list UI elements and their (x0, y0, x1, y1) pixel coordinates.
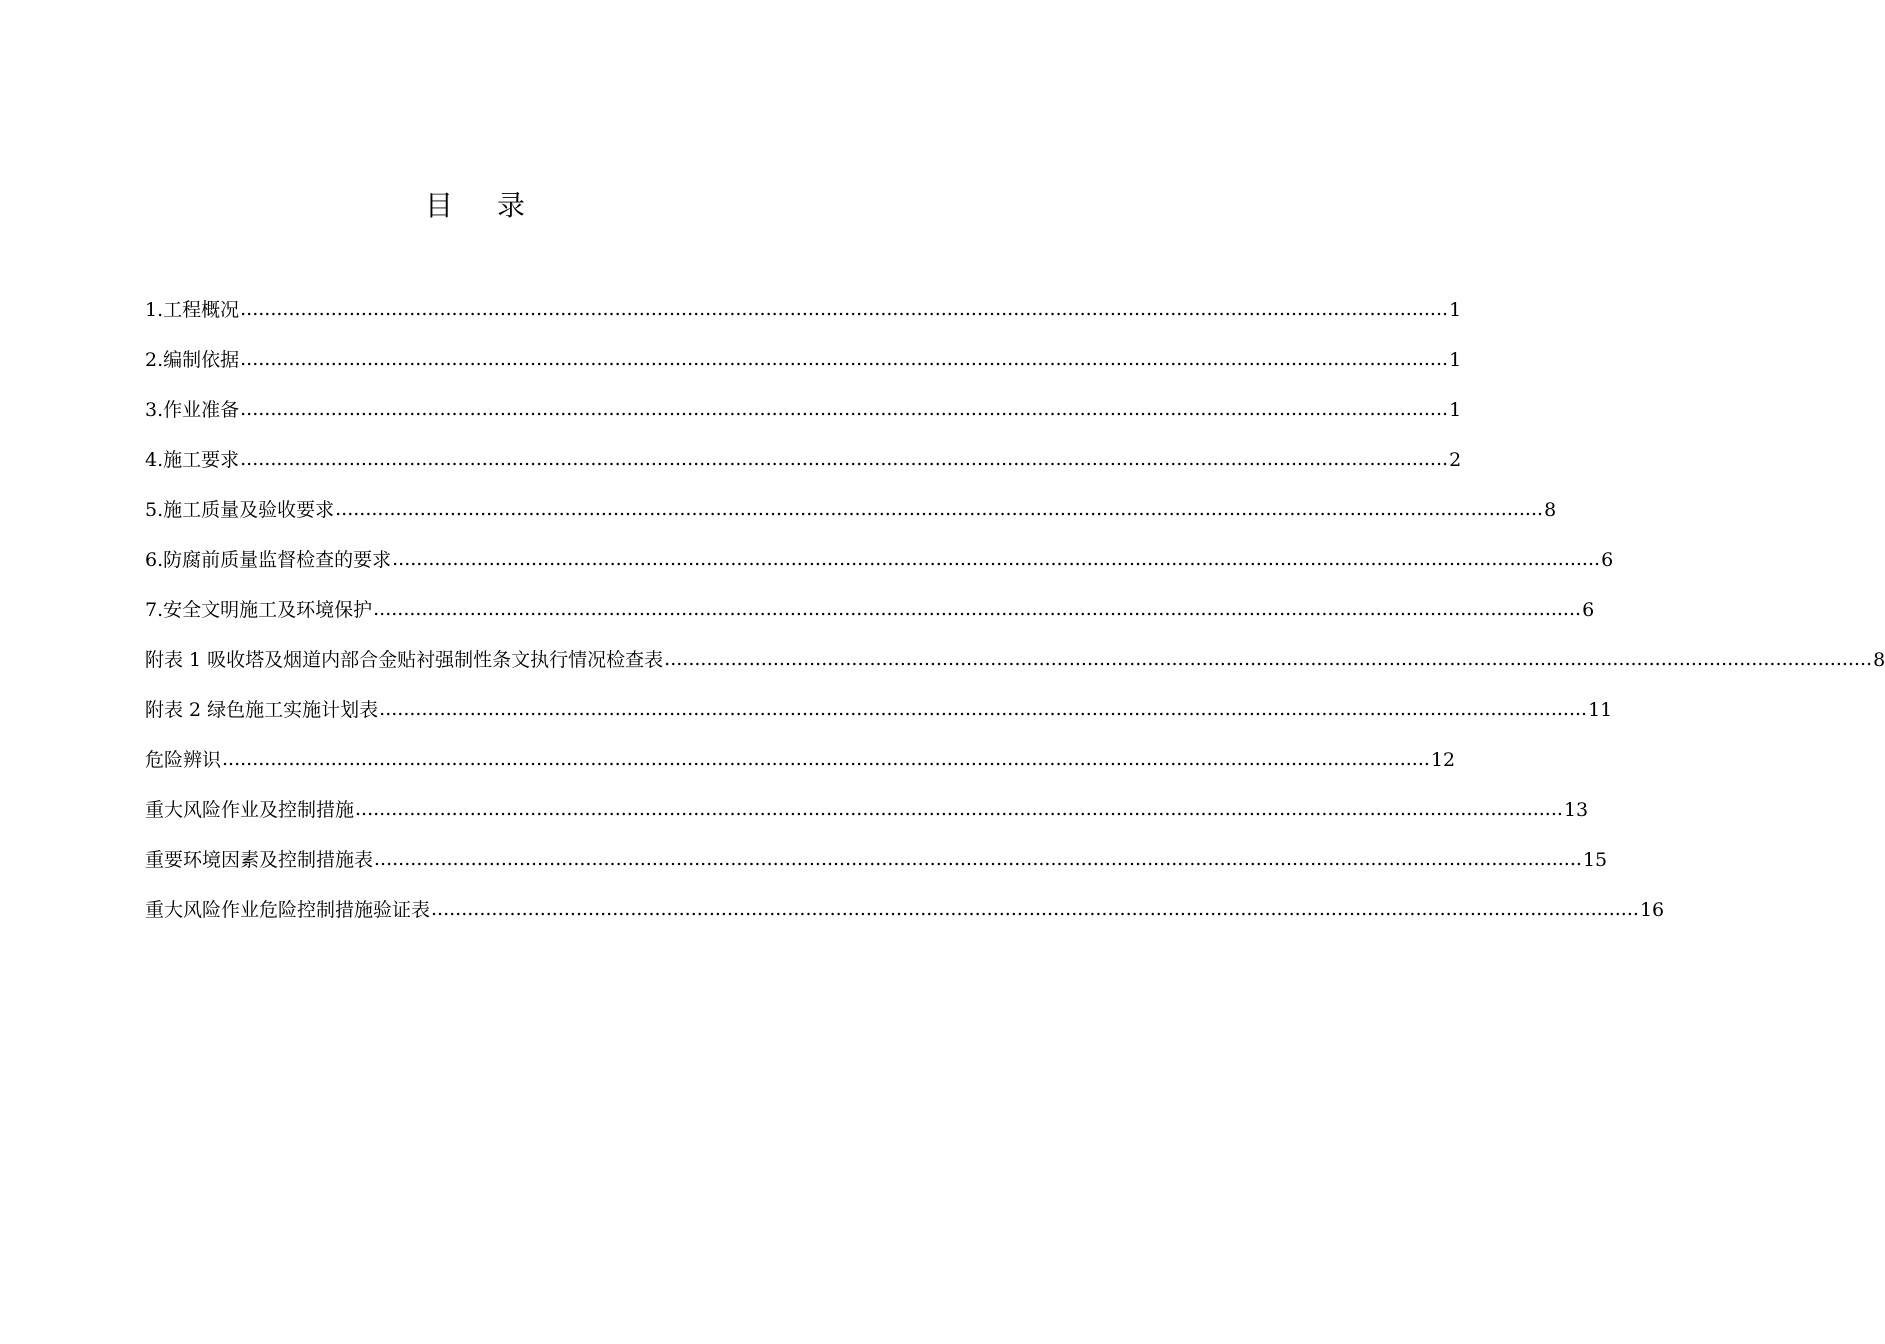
toc-entry-6[interactable] (145, 542, 1614, 592)
toc-leader-dots: ........................................................................................................................................................................................................ (240, 398, 1449, 420)
table-of-contents (145, 292, 1885, 942)
toc-entry-4[interactable] (145, 442, 1462, 492)
toc-entry-page: 1 (1449, 299, 1462, 321)
toc-title-char-2: 录 (497, 189, 526, 222)
toc-entry-13[interactable] (145, 892, 1665, 942)
toc-entry-10[interactable] (145, 742, 1456, 792)
toc-entry-page: 13 (1563, 799, 1589, 821)
toc-entry-page: 6 (1601, 549, 1614, 571)
toc-leader-dots: ........................................................................................................................................................................................................ (335, 498, 1544, 520)
toc-entry-label: 1.工程概况 (145, 299, 240, 321)
toc-leader-dots: ........................................................................................................................................................................................................ (240, 298, 1449, 320)
toc-leader-dots: ........................................................................................................................................................................................................ (355, 798, 1563, 820)
toc-entry-page: 1 (1449, 349, 1462, 371)
toc-entry-label: 2.编制依据 (145, 349, 240, 371)
toc-leader-dots: ........................................................................................................................................................................................................ (379, 698, 1588, 720)
toc-leader-dots: ........................................................................................................................................................................................................ (392, 548, 1601, 570)
toc-leader-dots: ........................................................................................................................................................................................................ (431, 898, 1639, 920)
toc-entry-page: 15 (1582, 849, 1608, 871)
toc-entry-label: 附表 2 绿色施工实施计划表 (145, 699, 379, 721)
toc-leader-dots: ........................................................................................................................................................................................................ (374, 848, 1582, 870)
toc-leader-dots: ........................................................................................................................................................................................................ (240, 448, 1449, 470)
toc-entry-page: 8 (1873, 649, 1885, 671)
toc-entry-label: 危险辨识 (145, 749, 222, 771)
toc-leader-dots: ........................................................................................................................................................................................................ (664, 648, 1873, 670)
toc-entry-page: 8 (1544, 499, 1557, 521)
toc-entry-label: 4.施工要求 (145, 449, 240, 471)
toc-entry-label: 3.作业准备 (145, 399, 240, 421)
toc-entry-12[interactable] (145, 842, 1608, 892)
toc-entry-page: 2 (1449, 449, 1462, 471)
toc-entry-7[interactable] (145, 592, 1595, 642)
toc-title (0, 186, 950, 226)
toc-entry-label: 重要环境因素及控制措施表 (145, 849, 374, 871)
toc-entry-page: 16 (1639, 899, 1665, 921)
toc-entry-label: 重大风险作业危险控制措施验证表 (145, 899, 431, 921)
toc-entry-label: 重大风险作业及控制措施 (145, 799, 355, 821)
toc-entry-label: 6.防腐前质量监督检查的要求 (145, 549, 392, 571)
toc-leader-dots: ........................................................................................................................................................................................................ (240, 348, 1449, 370)
toc-entry-2[interactable] (145, 342, 1462, 392)
toc-entry-label: 附表 1 吸收塔及烟道内部合金贴衬强制性条文执行情况检查表 (145, 649, 664, 671)
toc-title-char-1: 目 (424, 189, 453, 222)
toc-entry-9[interactable] (145, 692, 1613, 742)
toc-entry-3[interactable] (145, 392, 1462, 442)
toc-entry-5[interactable] (145, 492, 1557, 542)
toc-entry-1[interactable] (145, 292, 1462, 342)
toc-leader-dots: ........................................................................................................................................................................................................ (222, 748, 1430, 770)
toc-entry-page: 11 (1588, 699, 1613, 721)
toc-entry-page: 1 (1449, 399, 1462, 421)
toc-entry-page: 6 (1582, 599, 1595, 621)
toc-entry-11[interactable] (145, 792, 1589, 842)
toc-entry-8[interactable] (145, 642, 1885, 692)
toc-entry-label: 7.安全文明施工及环境保护 (145, 599, 373, 621)
toc-entry-page: 12 (1430, 749, 1456, 771)
toc-leader-dots: ........................................................................................................................................................................................................ (373, 598, 1582, 620)
toc-entry-label: 5.施工质量及验收要求 (145, 499, 335, 521)
